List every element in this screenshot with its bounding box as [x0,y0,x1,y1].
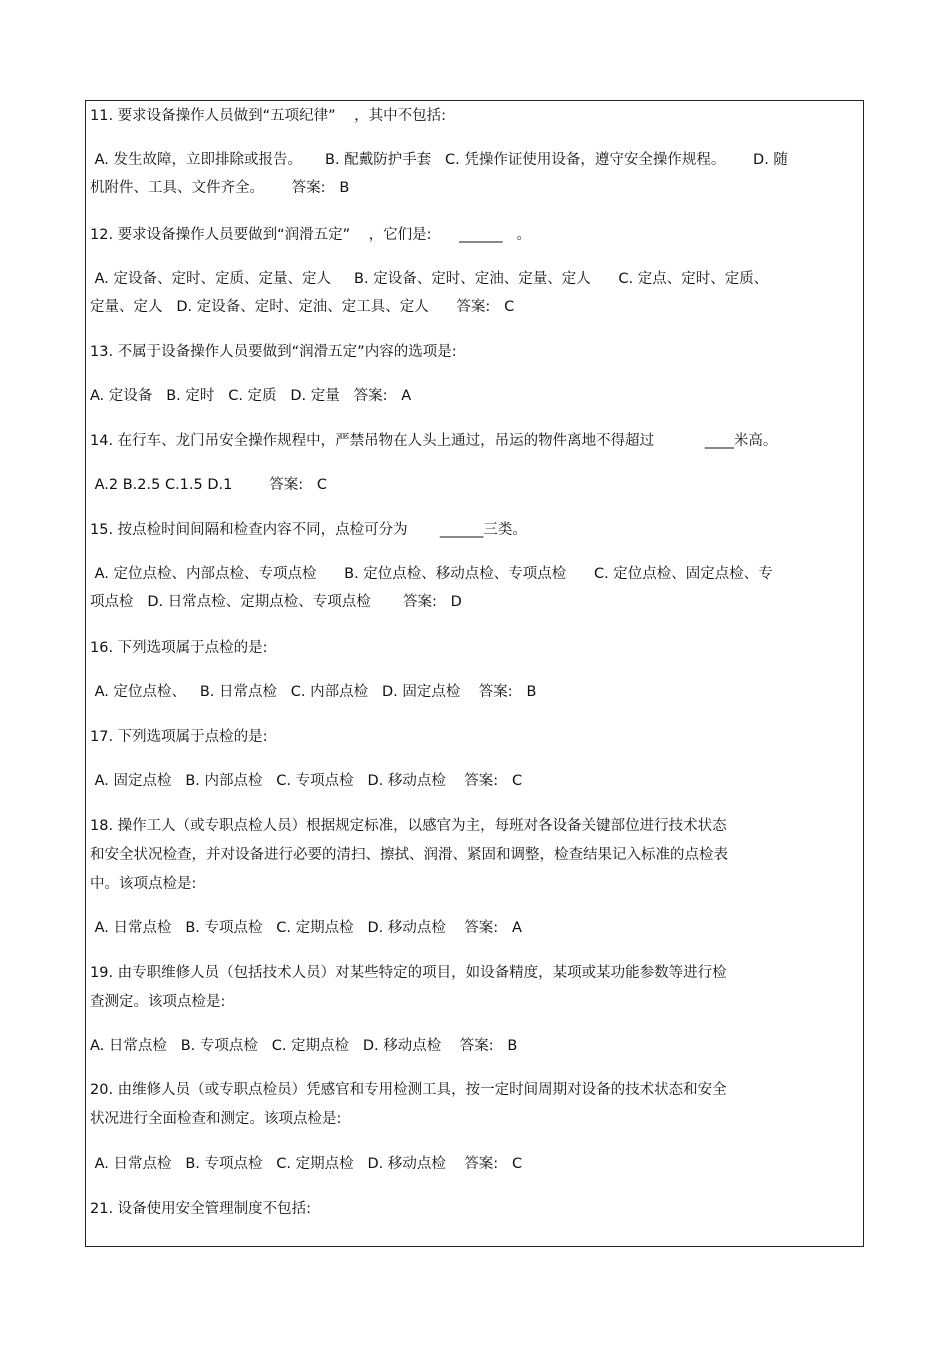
question-16-options: A. 定位点检、 B. 日常点检 C. 内部点检 D. 固定点检 答案: B [90,684,537,700]
question-13-stem: 13. 不属于设备操作人员要做到“润滑五定”内容的选项是: [90,344,457,360]
question-21-stem: 21. 设备使用安全管理制度不包括: [90,1201,312,1217]
question-18-options: A. 日常点检 B. 专项点检 C. 定期点检 D. 移动点检 答案: A [90,920,522,936]
question-20-stem-line-2: 状况进行全面检查和测定。该项点检是: [90,1111,342,1127]
question-17-options: A. 固定点检 B. 内部点检 C. 专项点检 D. 移动点检 答案: C [90,773,523,789]
question-20-stem-line-1: 20. 由维修人员（或专职点检员）凭感官和专用检测工具，按一定时间周期对设备的技术状态和安全 [90,1082,727,1098]
question-15-stem: 15. 按点检时间间隔和检查内容不同，点检可分为 ______三类。 [90,522,527,538]
question-11-options-line-2: 机附件、工具、文件齐全。 答案: B [90,180,350,196]
question-11-stem: 11. 要求设备操作人员做到“五项纪律” ，其中不包括: [90,108,447,124]
question-17-stem: 17. 下列选项属于点检的是: [90,729,268,745]
question-20-options: A. 日常点检 B. 专项点检 C. 定期点检 D. 移动点检 答案: C [90,1156,523,1172]
question-14-stem: 14. 在行车、龙门吊安全操作规程中，严禁吊物在人头上通过，吊运的物件离地不得超过 ____米高。 [90,433,778,449]
question-11-options-line-1: A. 发生故障，立即排除或报告。 B. 配戴防护手套 C. 凭操作证使用设备，遵守安全操作规程。 D. 随 [90,152,788,168]
question-19-stem-line-1: 19. 由专职维修人员（包括技术人员）对某些特定的项目，如设备精度，某项或某功能参数等进行检 [90,965,727,981]
question-13-options: A. 定设备 B. 定时 C. 定质 D. 定量 答案: A [90,388,412,404]
question-12-options-line-1: A. 定设备、定时、定质、定量、定人 B. 定设备、定时、定油、定量、定人 C. 定点、定时、定质、 [90,271,769,287]
question-18-stem-line-3: 中。该项点检是: [90,876,197,892]
question-15-options-line-2: 项点检 D. 日常点检、定期点检、专项点检 答案: D [90,594,462,610]
question-15-options-line-1: A. 定位点检、内部点检、专项点检 B. 定位点检、移动点检、专项点检 C. 定位点检、固定点检、专 [90,566,773,582]
question-19-stem-line-2: 查测定。该项点检是: [90,994,226,1010]
question-16-stem: 16. 下列选项属于点检的是: [90,640,268,656]
question-14-options: A.2 B.2.5 C.1.5 D.1 答案: C [90,477,328,493]
question-18-stem-line-2: 和安全状况检查，并对设备进行必要的清扫、擦拭、润滑、紧固和调整，检查结果记入标准的点检表 [90,847,728,863]
question-12-options-line-2: 定量、定人 D. 定设备、定时、定油、定工具、定人 答案: C [90,299,515,315]
question-18-stem-line-1: 18. 操作工人（或专职点检人员）根据规定标准，以感官为主，每班对各设备关键部位进行技术状态 [90,818,727,834]
question-19-options: A. 日常点检 B. 专项点检 C. 定期点检 D. 移动点检 答案: B [90,1038,518,1054]
question-12-stem: 12. 要求设备操作人员要做到“润滑五定” ，它们是: ______ 。 [90,227,531,243]
